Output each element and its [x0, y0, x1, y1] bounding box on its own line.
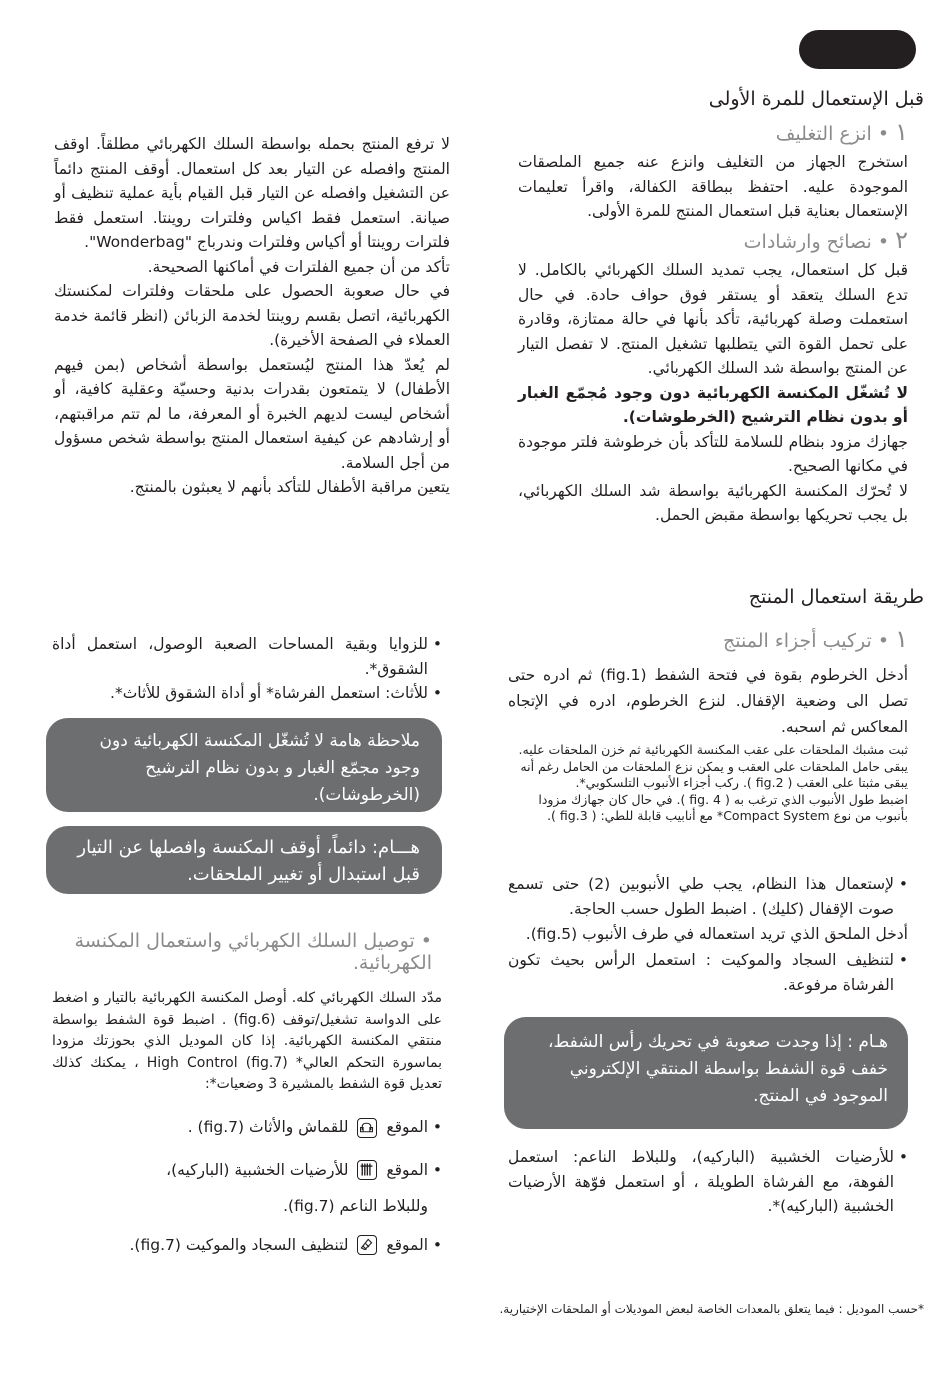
fabric-armchair-icon — [357, 1118, 377, 1138]
subsection-title: توصيل السلك الكهربائي واستعمال المكنسة الكهربائية. — [74, 930, 432, 974]
parquet-list — [508, 1145, 908, 1219]
position-label: الموقع — [386, 1235, 428, 1254]
section-title-before-first-use: قبل الإستعمال للمرة الأولى — [708, 88, 924, 110]
safety-paragraph: يتعين مراقبة الأطفال للتأكد بأنهم لا يعبثون بالمنتج. — [129, 478, 450, 496]
list-item: • للزوايا وبقية المساحات الصعبة الوصول، استعمل أداة الشقوق*. — [52, 632, 442, 681]
list-item: • للأثاث: استعمل الفرشاة* أو أداة الشقوق للأثاث*. — [52, 681, 442, 706]
position-label: الموقع — [386, 1118, 428, 1136]
assembly-list — [508, 948, 908, 997]
position-text: للقماش والأثاث (fig.7) . — [187, 1118, 349, 1136]
advice-paragraph: قبل كل استعمال، يجب تمديد السلك الكهربائي بالكامل. لا تدع السلك يتعقد أو يستقر فوق حواف حادة. في حال استعملت وصلة كهربائية، تأكد بأنها في حالة ممتازة، وقادرة على تحمل القوة التي يتطلبها تشغيل المنتج. لا تفصل التيار عن المنتج بواسطة شد السلك الكهربائي. — [518, 261, 908, 377]
position-text: للأرضيات الخشبية (الباركيه)، — [166, 1160, 349, 1179]
assembly-list — [508, 872, 908, 921]
bullet-dot: • — [420, 930, 432, 952]
safety-paragraph: لا ترفع المنتج بحمله بواسطة السلك الكهربائي مطلقاً. اوقف المنتج وافصله عن التيار بعد كل استعمال. أوقف المنتج دائماً عن التشغيل وافصله عن التيار قبل القيام بأية عملية تنظيف أو صيانة. استعمل فقط اكياس وفلترات روينتا. استعمل فقط فلترات روينتا أو أكياس وفلترات وندرباج "Wonderbag". — [54, 135, 450, 251]
accessory-list — [52, 632, 442, 706]
assembly-paragraph: أدخل الخرطوم بقوة في فتحة الشفط (fig.1) ثم ادره حتى تصل الى وضعية الإقفال. لنزع الخرطوم، ادره في الإتجاه المعاكس ثم اسحبه. — [508, 666, 908, 736]
position-item-carpet — [52, 1233, 442, 1258]
subsection-number: ١ — [895, 118, 908, 146]
subsection-number: ٢ — [895, 226, 908, 254]
position-item-fabric — [52, 1115, 442, 1140]
subsection-cord-heading — [52, 930, 432, 974]
assembly-small-paragraph: ثبت مشبك الملحقات على عقب المكنسة الكهربائية ثم خزن الملحقات عليه. — [518, 742, 908, 757]
safety-paragraph: تأكد من أن جميع الفلترات في أماكنها الصحيحة. — [147, 257, 450, 276]
list-item: • لإستعمال هذا النظام، يجب طي الأنبوبين (2) حتى تسمع صوت الإقفال (كليك) . اضبط الطول حسب الحاجة. — [508, 872, 908, 921]
advice-paragraph: لا تُحرّك المكنسة الكهربائية بواسطة شد السلك الكهربائي، بل يجب تحريكها بواسطة مقبض الحمل. — [518, 481, 908, 524]
subsection-title: نصائح وارشادات — [743, 231, 872, 253]
safety-paragraph: في حال صعوبة الحصول على ملحقات وفلترات لمكنستك الكهربائية، اتصل بقسم روينتا لخدمة الزبائن (انظر قائمة خدمة العملاء في الصفحة الأخيرة). — [54, 282, 450, 349]
assembly-small-paragraph: اضبط طول الأنبوب الذي ترغب به ( fig. 4 ). في حال كان جهازك مزودا بأنبوب من نوع Compact System* مع أنابيب قابلة للطي: ( fig.3 ). — [538, 791, 908, 823]
position-text: لتنظيف السجاد والموكيت (fig.7). — [129, 1235, 349, 1254]
assembly-small-paragraph: يبقى حامل الملحقات على العقب و يمكن نزع الملحقات من الحامل رغم أنه يبقى مثبتا على العقب ( fig.2 ). ركب أجزاء الأنبوب التلسكوبي*. — [520, 758, 908, 790]
position-label: الموقع — [386, 1160, 428, 1179]
safety-block — [54, 132, 450, 500]
advice-block — [518, 258, 908, 528]
assembly-paragraph: أدخل الملحق الذي تريد استعماله في طرف الأنبوب (fig.5). — [525, 925, 908, 943]
parquet-floor-icon — [357, 1160, 377, 1180]
carpet-brush-icon — [357, 1235, 377, 1255]
list-item: • لتنظيف السجاد والموكيت : استعمل الرأس بحيث تكون الفرشاة مرفوعة. — [508, 948, 908, 997]
footnote: *حسب الموديل : فيما يتعلق بالمعدات الخاصة لبعض الموديلات أو الملحقات الإختيارية. — [499, 1302, 924, 1316]
cord-paragraph: مدّد السلك الكهربائي كله. أوصل المكنسة الكهربائية بالتيار و اضغط على الدواسة تشغيل/توقف (fig.6) . اضبط قوة الشفط بواسطة منتقي المكنسة الكهربائية. إذا كان الموديل الذي بحوزتك مزودا بماسورة التحكم العالي* High Control (fig.7) ، يمكنك كذلك تعديل قوة الشفط بالمشيرة 3 وضعيات*: — [52, 990, 443, 1092]
unpack-paragraph: استخرج الجهاز من التغليف وانزع عنه جميع الملصقات الموجودة عليه. احتفظ ببطاقة الكفالة، واقرأ تعليمات الإستعمال بعناية قبل استعمال المنتج للمرة الأولى. — [518, 153, 908, 220]
position-list — [52, 1115, 442, 1257]
bullet-dot: • — [877, 123, 890, 145]
section-title-how-to-use: طريقة استعمال المنتج — [748, 586, 924, 608]
subsection-title: تركيب أجزاء المنتج — [723, 630, 872, 652]
safety-paragraph: لم يُعدّ هذا المنتج ليُستعمل بواسطة أشخاص (بمن فيهم الأطفال) لا يتمتعون بقدرات بدنية وحسيّة وعقلية كافية، أو أشخاص ليست لديهم الخبرة أو المعرفة، ما لم تتم مراقبتهم، أو إرشادهم عن كيفية استعمال المنتج بواسطة شخص مسؤول من أجل السلامة. — [54, 355, 450, 472]
assembly-small-block — [508, 742, 908, 825]
bullet-dot: • — [877, 231, 890, 253]
bullet-dot: • — [877, 630, 890, 652]
advice-warning-bold: لا تُشغّل المكنسة الكهربائية دون وجود مُجمّع الغبار أو بدون نظام الترشيح (الخرطوشات). — [518, 383, 908, 426]
position-item-parquet — [52, 1158, 442, 1219]
subsection-advice-heading — [744, 226, 908, 254]
subsection-unpack-heading — [776, 118, 908, 146]
subsection-title: انزع التغليف — [775, 123, 872, 145]
unplug-note-box: هـــام: دائماً، أوقف المكنسة وافصلها عن التيار قبل استبدال أو تغيير الملحقات. — [46, 826, 442, 894]
subsection-number: ١ — [895, 625, 908, 653]
section-tab — [799, 30, 916, 69]
subsection-assembly-heading — [723, 625, 908, 653]
list-item: • للأرضيات الخشبية (الباركيه)، وللبلاط الناعم: استعمل الفوهة، مع الفرشاة الطويلة ، أو استعمل فوّهة الأرضيات الخشبية (الباركيه)*. — [508, 1145, 908, 1219]
position-text-continued: وللبلاط الناعم (fig.7). — [283, 1197, 428, 1215]
advice-paragraph: جهازك مزود بنظام للسلامة للتأكد بأن خرطوشة فلتر موجودة في مكانها الصحيح. — [518, 432, 908, 475]
important-note-box: هـام : إذا وجدت صعوبة في تحريك رأس الشفط، خفف قوة الشفط بواسطة المنتقي الإلكتروني الموجود في المنتج. — [504, 1017, 908, 1129]
warning-note-box: ملاحظة هامة لا تُشغّل المكنسة الكهربائية دون وجود مجمّع الغبار و بدون نظام الترشيح (الخرطوشات). — [46, 718, 442, 812]
